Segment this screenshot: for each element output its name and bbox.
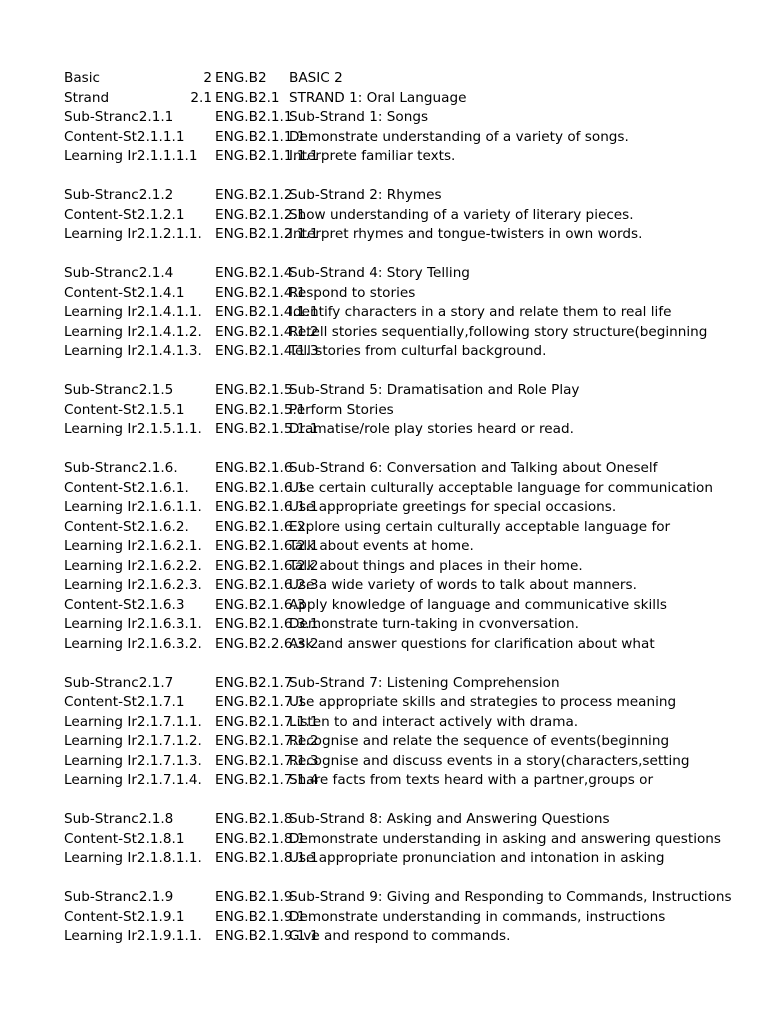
cell-col-a: Content-St2.1.9.1 [64, 908, 185, 925]
cell-col-b [182, 401, 212, 421]
cell-col-b [182, 927, 212, 947]
cell-col-b [182, 674, 212, 694]
cell-col-c: ENG.B2.1.7.1.1 [215, 713, 319, 730]
table-row [0, 927, 768, 947]
cell-col-b [182, 128, 212, 148]
cell-col-d: Sub-Strand 8: Asking and Answering Questions [289, 811, 610, 827]
cell-col-b [182, 459, 212, 479]
cell-col-a: Content-St2.1.5.1 [64, 401, 185, 418]
cell-col-d: Sub-Strand 7: Listening Comprehension [289, 674, 560, 691]
table-row [0, 459, 768, 479]
table-row [0, 498, 768, 518]
cell-col-a: Sub-Stranc2.1.7 [64, 674, 174, 691]
table-row [0, 635, 768, 655]
table-row [0, 674, 768, 694]
cell-col-b [182, 147, 212, 167]
cell-col-c: ENG.B2.1 [215, 89, 280, 106]
cell-col-d: Recognise and discuss events in a story(characters,setting [289, 752, 690, 769]
blank-row [0, 654, 768, 674]
cell-col-b: 2.1 [190, 89, 212, 106]
cell-col-d: Ask and answer questions for clarification about what [289, 635, 655, 652]
table-row [0, 89, 768, 109]
cell-col-a: Learning Ir2.1.7.1.4. [64, 772, 202, 788]
cell-col-d: Apply knowledge of language and communicative skills [289, 596, 667, 613]
blank-row [0, 869, 768, 889]
cell-col-c: ENG.B2.1.8 [215, 811, 293, 827]
table-row [0, 752, 768, 772]
cell-col-b [182, 381, 212, 401]
blank-row [0, 245, 768, 265]
cell-col-d: Use appropriate greetings for special occasions. [289, 499, 617, 515]
table-row [0, 284, 768, 304]
cell-col-c: ENG.B2.1.5 [215, 382, 293, 398]
table-row [0, 186, 768, 206]
cell-col-d: Listen to and interact actively with drama. [289, 713, 579, 730]
cell-col-c: ENG.B2.1.1.1.1 [215, 148, 319, 164]
cell-col-b [182, 518, 212, 538]
cell-col-d: Identify characters in a story and relate them to real life [289, 304, 672, 320]
table-row [0, 420, 768, 440]
table-row [0, 908, 768, 928]
cell-col-c: ENG.B2.1.5.1.1 [215, 421, 319, 437]
table-row [0, 849, 768, 869]
cell-col-c: ENG.B2 [215, 70, 267, 86]
cell-col-a: Learning Ir2.1.7.1.1. [64, 713, 202, 730]
blank-row [0, 167, 768, 187]
table-row [0, 69, 768, 89]
cell-col-c: ENG.B2.1.7.1.3 [215, 752, 319, 769]
cell-col-a: Sub-Stranc2.1.5 [64, 382, 174, 398]
cell-col-c: ENG.B2.1.2.1.1 [215, 226, 319, 242]
table-row [0, 225, 768, 245]
cell-col-d: Retell stories sequentially,following story structure(beginning [289, 323, 708, 340]
cell-col-d: Sub-Strand 6: Conversation and Talking about Oneself [289, 460, 658, 476]
cell-col-d: Demonstrate understanding in asking and answering questions [289, 830, 721, 847]
cell-col-c: ENG.B2.1.4 [215, 265, 293, 281]
cell-col-a: Content-St2.1.2.1 [64, 206, 185, 223]
cell-col-b [182, 206, 212, 226]
cell-col-b [182, 284, 212, 304]
cell-col-b [182, 596, 212, 616]
table-row [0, 732, 768, 752]
table-row [0, 576, 768, 596]
cell-col-a: Learning Ir2.1.8.1.1. [64, 850, 202, 866]
cell-col-b [182, 537, 212, 557]
cell-col-a: Learning Ir2.1.4.1.2. [64, 323, 202, 340]
cell-col-a: Basic [64, 70, 100, 86]
cell-col-c: ENG.B2.1.6 [215, 460, 293, 476]
cell-col-d: Interpret rhymes and tongue-twisters in own words. [289, 226, 643, 242]
table-row [0, 615, 768, 635]
cell-col-a: Learning Ir2.1.1.1.1 [64, 148, 198, 164]
cell-col-d: Recognise and relate the sequence of events(beginning [289, 733, 670, 749]
cell-col-c: ENG.B2.1.7.1.2 [215, 733, 319, 749]
cell-col-c: ENG.B2.1.8.1 [215, 830, 306, 847]
cell-col-b [182, 479, 212, 499]
cell-col-d: Use appropriate pronunciation and intonation in asking [289, 850, 665, 866]
cell-col-b [182, 303, 212, 323]
cell-col-c: ENG.B2.1.9.1 [215, 908, 306, 925]
cell-col-a: Content-St2.1.1.1 [64, 128, 185, 145]
cell-col-b [182, 888, 212, 908]
cell-col-b [182, 342, 212, 362]
cell-col-c: ENG.B2.1.4.1.2 [215, 323, 319, 340]
cell-col-c: ENG.B2.1.6.3 [215, 596, 306, 613]
cell-col-d: Demonstrate understanding in commands, instructions [289, 908, 666, 925]
cell-col-a: Content-St2.1.6.3 [64, 596, 185, 613]
cell-col-c: ENG.B2.1.4.1 [215, 284, 306, 301]
cell-col-c: ENG.B2.1.6.2.1 [215, 538, 319, 554]
cell-col-b [182, 420, 212, 440]
cell-col-c: ENG.B2.2.6.3.2 [215, 635, 319, 652]
cell-col-a: Sub-Stranc2.1.1 [64, 109, 174, 125]
table-row [0, 108, 768, 128]
cell-col-b [182, 576, 212, 596]
cell-col-a: Learning Ir2.1.6.2.2. [64, 557, 202, 574]
cell-col-d: Demonstrate turn-taking in cvonversation. [289, 616, 579, 632]
cell-col-a: Learning Ir2.1.7.1.2. [64, 733, 202, 749]
cell-col-b: 2 [203, 70, 212, 86]
table-row [0, 401, 768, 421]
table-row [0, 128, 768, 148]
cell-col-d: Give and respond to commands. [289, 928, 511, 944]
cell-col-a: Content-St2.1.8.1 [64, 830, 185, 847]
cell-col-d: Sub-Strand 5: Dramatisation and Role Play [289, 382, 580, 398]
cell-col-a: Learning Ir2.1.4.1.3. [64, 343, 202, 359]
cell-col-d: Respond to stories [289, 284, 416, 301]
cell-col-c: ENG.B2.1.4.1.1 [215, 304, 319, 320]
table-row [0, 713, 768, 733]
cell-col-b [182, 830, 212, 850]
cell-col-b [182, 810, 212, 830]
cell-col-c: ENG.B2.1.1.1 [215, 128, 306, 145]
cell-col-a: Learning Ir2.1.4.1.1. [64, 304, 202, 320]
cell-col-b [182, 693, 212, 713]
cell-col-d: Use certain culturally acceptable language for communication [289, 479, 713, 496]
cell-col-b [182, 225, 212, 245]
cell-col-a: Content-St2.1.7.1 [64, 694, 185, 710]
cell-col-d: Sub-Strand 4: Story Telling [289, 265, 470, 281]
cell-col-b [182, 732, 212, 752]
cell-col-c: ENG.B2.1.6.2.3 [215, 577, 319, 593]
cell-col-d: Perform Stories [289, 401, 394, 418]
cell-col-b [182, 713, 212, 733]
table-row [0, 479, 768, 499]
cell-col-d: Tell stories from culturfal background. [289, 343, 547, 359]
table-row [0, 303, 768, 323]
cell-col-c: ENG.B2.1.7 [215, 674, 293, 691]
cell-col-c: ENG.B2.1.6.2 [215, 518, 306, 535]
cell-col-a: Learning Ir2.1.7.1.3. [64, 752, 202, 769]
cell-col-c: ENG.B2.1.9.1.1 [215, 928, 319, 944]
cell-col-c: ENG.B2.1.6.2.2 [215, 557, 319, 574]
table-row [0, 693, 768, 713]
table-row [0, 147, 768, 167]
blank-row [0, 362, 768, 382]
cell-col-a: Sub-Stranc2.1.9 [64, 889, 174, 905]
cell-col-c: ENG.B2.1.4.1.3 [215, 343, 319, 359]
cell-col-a: Content-St2.1.6.2. [64, 518, 189, 535]
cell-col-b [182, 498, 212, 518]
cell-col-a: Sub-Stranc2.1.6. [64, 460, 178, 476]
cell-col-c: ENG.B2.1.9 [215, 889, 293, 905]
cell-col-b [182, 108, 212, 128]
table-row [0, 518, 768, 538]
cell-col-d: Use a wide variety of words to talk about manners. [289, 577, 637, 593]
spreadsheet-sheet [0, 69, 768, 947]
table-row [0, 596, 768, 616]
cell-col-d: Explore using certain culturally acceptable language for [289, 518, 671, 535]
cell-col-b [182, 752, 212, 772]
cell-col-d: Interprete familiar texts. [289, 148, 456, 164]
cell-col-c: ENG.B2.1.2 [215, 187, 293, 203]
cell-col-b [182, 264, 212, 284]
cell-col-a: Learning Ir2.1.6.2.1. [64, 538, 202, 554]
table-row [0, 830, 768, 850]
cell-col-c: ENG.B2.1.5.1 [215, 401, 306, 418]
cell-col-a: Sub-Stranc2.1.8 [64, 811, 174, 827]
cell-col-d: Talk about things and places in their home. [289, 557, 583, 574]
cell-col-d: STRAND 1: Oral Language [289, 89, 467, 106]
cell-col-d: Dramatise/role play stories heard or read. [289, 421, 574, 437]
blank-row [0, 791, 768, 811]
cell-col-b [182, 615, 212, 635]
cell-col-c: ENG.B2.1.6.3.1 [215, 616, 319, 632]
cell-col-d: BASIC 2 [289, 70, 343, 86]
cell-col-c: ENG.B2.1.2.1 [215, 206, 306, 223]
cell-col-d: Sub-Strand 9: Giving and Responding to Commands, Instructions [289, 889, 732, 905]
table-row [0, 771, 768, 791]
cell-col-a: Sub-Stranc2.1.4 [64, 265, 174, 281]
cell-col-a: Learning Ir2.1.9.1.1. [64, 928, 202, 944]
cell-col-a: Content-St2.1.6.1. [64, 479, 189, 496]
cell-col-b [182, 908, 212, 928]
table-row [0, 810, 768, 830]
cell-col-a: Strand [64, 89, 110, 106]
cell-col-c: ENG.B2.1.8.1.1 [215, 850, 319, 866]
table-row [0, 381, 768, 401]
cell-col-d: Use appropriate skills and strategies to process meaning [289, 694, 677, 710]
cell-col-d: Share facts from texts heard with a partner,groups or [289, 772, 654, 788]
cell-col-d: Sub-Strand 1: Songs [289, 109, 429, 125]
cell-col-a: Content-St2.1.4.1 [64, 284, 185, 301]
cell-col-b [182, 849, 212, 869]
cell-col-b [182, 635, 212, 655]
cell-col-d: Talk about events at home. [289, 538, 474, 554]
cell-col-c: ENG.B2.1.6.1 [215, 479, 306, 496]
cell-col-a: Learning Ir2.1.2.1.1. [64, 226, 202, 242]
table-row [0, 888, 768, 908]
cell-col-a: Learning Ir2.1.6.2.3. [64, 577, 202, 593]
cell-col-c: ENG.B2.1.7.1 [215, 694, 306, 710]
cell-col-a: Learning Ir2.1.6.1.1. [64, 499, 202, 515]
blank-row [0, 440, 768, 460]
cell-col-b [182, 186, 212, 206]
cell-col-d: Sub-Strand 2: Rhymes [289, 187, 442, 203]
cell-col-b [182, 557, 212, 577]
cell-col-a: Sub-Stranc2.1.2 [64, 187, 174, 203]
cell-col-c: ENG.B2.1.6.1.1 [215, 499, 319, 515]
table-row [0, 206, 768, 226]
table-row [0, 342, 768, 362]
table-row [0, 264, 768, 284]
cell-col-b [182, 771, 212, 791]
table-row [0, 537, 768, 557]
table-row [0, 323, 768, 343]
cell-col-a: Learning Ir2.1.6.3.1. [64, 616, 202, 632]
table-row [0, 557, 768, 577]
cell-col-d: Show understanding of a variety of literary pieces. [289, 206, 634, 223]
cell-col-b [182, 323, 212, 343]
cell-col-a: Learning Ir2.1.6.3.2. [64, 635, 202, 652]
cell-col-c: ENG.B2.1.1 [215, 109, 293, 125]
cell-col-a: Learning Ir2.1.5.1.1. [64, 421, 202, 437]
cell-col-d: Demonstrate understanding of a variety of songs. [289, 128, 629, 145]
cell-col-c: ENG.B2.1.7.1.4 [215, 772, 319, 788]
